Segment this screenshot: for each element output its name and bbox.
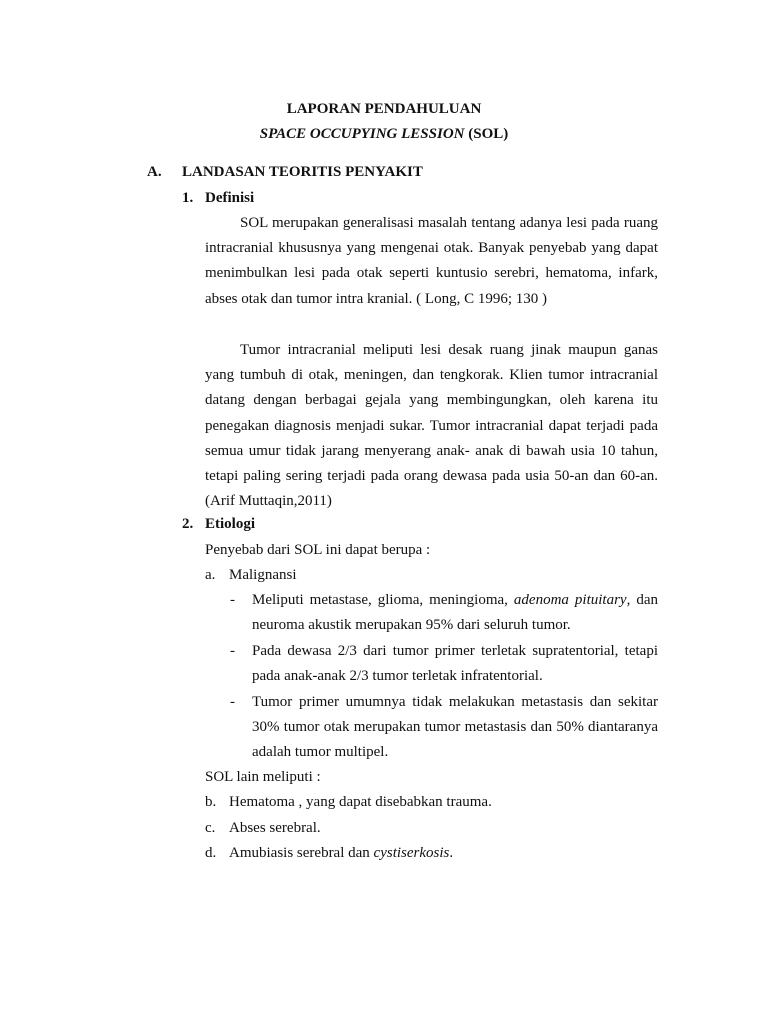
item-c-letter: c. bbox=[205, 820, 216, 836]
item-d-text bbox=[229, 845, 453, 862]
bullet-1-dash: - bbox=[230, 592, 235, 608]
item-c-text: Abses serebral. bbox=[229, 820, 321, 836]
bullet-1-after: , dan neuroma akustik merupakan 95% dari seluruh tumor. bbox=[252, 592, 658, 634]
bullet-1-italic: adenoma pituitary bbox=[513, 592, 627, 608]
other-intro: SOL lain meliputi : bbox=[205, 769, 321, 785]
definisi-paragraph-1 bbox=[205, 211, 658, 312]
section-a-number: A. bbox=[147, 164, 162, 180]
bullet-3-text: Tumor primer umumnya tidak melakukan metastasis dan sekitar 30% tumor otak merupakan tumor metastasis dan 50% diantaranya adalah tumor multipel. bbox=[252, 694, 658, 761]
bullet-1 bbox=[252, 588, 658, 638]
item-b-text: Hematoma , yang dapat disebabkan trauma. bbox=[229, 794, 492, 810]
subtitle-tail: (SOL) bbox=[464, 126, 509, 142]
item-a-letter: a. bbox=[205, 567, 216, 583]
item-d-after: . bbox=[449, 845, 454, 861]
bullet-2 bbox=[252, 639, 658, 689]
item-b-letter: b. bbox=[205, 794, 217, 810]
bullet-3-dash: - bbox=[230, 694, 235, 710]
item-d-letter: d. bbox=[205, 845, 217, 861]
item-d-italic: cystiserkosis bbox=[373, 845, 450, 861]
definisi-paragraph-1-text: SOL merupakan generalisasi masalah tentang adanya lesi pada ruang intracranial khususnya yang mengenai otak. Banyak penyebab yang dapat menimbulkan lesi pada otak seperti kuntusio serebri, hematoma, infark, abses otak dan tumor intra kranial. ( Long, C 1996; 130 ) bbox=[205, 215, 658, 307]
etiologi-intro: Penyebab dari SOL ini dapat berupa : bbox=[205, 542, 431, 558]
item-a-text: Malignansi bbox=[229, 567, 297, 583]
bullet-3 bbox=[252, 690, 658, 766]
definisi-paragraph-2-text: Tumor intracranial meliputi lesi desak ruang jinak maupun ganas yang tumbuh di otak, meningen, dan tengkorak. Klien tumor intracranial datang dengan berbagai gejala yang membingungkan, oleh karena itu penegakan diagnosis menjadi sukar. Tumor intracranial dapat terjadi pada semua umur tidak jarang menyerang anak- anak di bawah usia 10 tahun, tetapi paling sering terjadi pada orang dewasa pada usia 50-an dan 60-an. (Arif Muttaqin,2011) bbox=[205, 342, 658, 510]
etiologi-number: 2. bbox=[182, 516, 194, 532]
section-a-title: LANDASAN TEORITIS PENYAKIT bbox=[182, 164, 423, 180]
definisi-paragraph-2 bbox=[205, 338, 658, 514]
bullet-2-dash: - bbox=[230, 643, 235, 659]
bullet-1-before: Meliputi metastase, glioma, meningioma, bbox=[252, 592, 514, 608]
subtitle-italic: SPACE OCCUPYING LESSION bbox=[259, 126, 465, 142]
definisi-title: Definisi bbox=[205, 190, 255, 206]
bullet-2-text: Pada dewasa 2/3 dari tumor primer terletak supratentorial, tetapi pada anak-anak 2/3 tumor terletak infratentorial. bbox=[252, 643, 658, 685]
document-title: LAPORAN PENDAHULUAN bbox=[286, 101, 482, 117]
definisi-number: 1. bbox=[182, 190, 194, 206]
etiologi-title: Etiologi bbox=[205, 516, 256, 532]
document-subtitle bbox=[0, 126, 768, 143]
item-d-before: Amubiasis serebral dan bbox=[229, 845, 374, 861]
